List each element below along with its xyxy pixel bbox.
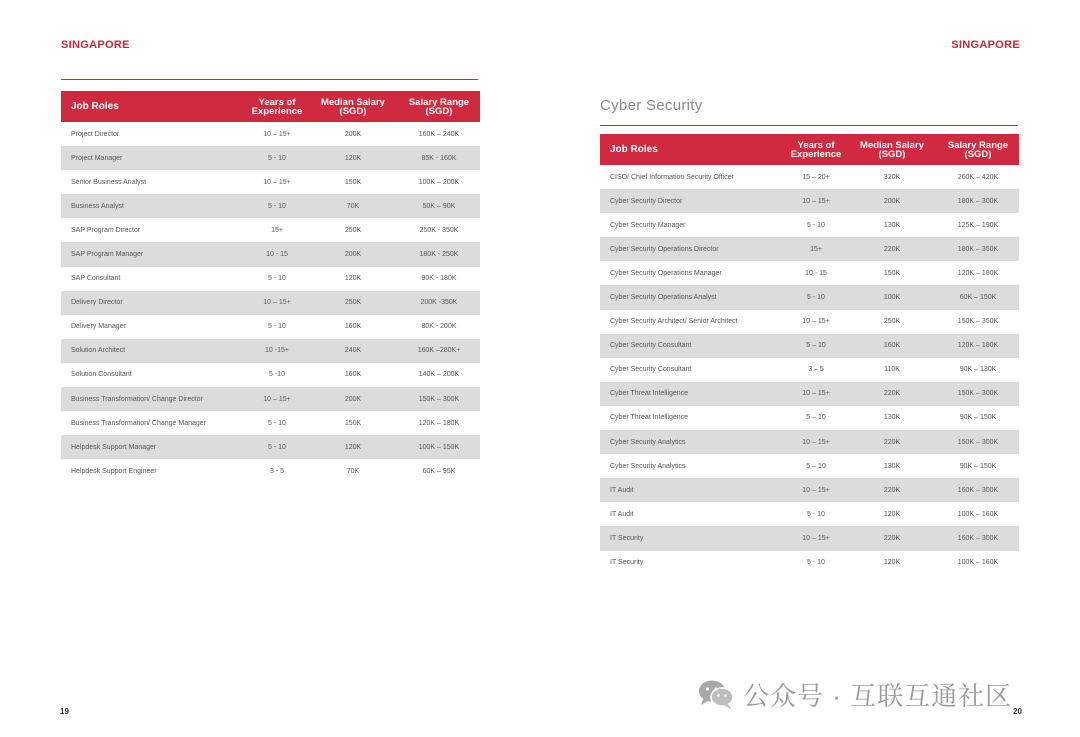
- table-row: [600, 310, 1019, 334]
- header-median-salary: Median Salary (SGD): [308, 91, 398, 122]
- cell-salary-range: 85K - 160K: [398, 146, 480, 170]
- table-row: [61, 218, 480, 242]
- cell-median-salary: 120K: [883, 559, 901, 567]
- cell-job-role: Cyber Security Analytics: [610, 462, 686, 470]
- cell-salary-range: 125K – 190K: [957, 221, 999, 229]
- cell-years-experience: 5 - 10: [268, 275, 286, 283]
- cell-years-experience: 5 - 10: [807, 510, 825, 518]
- cell-job-role: Cyber Security Manager: [610, 221, 686, 229]
- cell-years-experience: 10 – 15+: [785, 526, 847, 550]
- table-row: [600, 213, 1019, 237]
- table-row: [600, 406, 1019, 430]
- table-row: [61, 146, 480, 170]
- salary-table: [600, 134, 1019, 575]
- cell-median-salary: 110K: [884, 366, 900, 374]
- cell-years-experience: 3 - 5: [269, 467, 284, 475]
- cell-job-role: Delivery Manager: [71, 323, 126, 331]
- cell-median-salary: 200K: [308, 242, 398, 266]
- cell-years-experience: 5 – 10: [785, 334, 847, 358]
- table-row: [61, 339, 480, 363]
- table-row: [61, 122, 480, 146]
- cell-median-salary: 150K: [344, 178, 362, 186]
- cell-job-role: Cyber Threat Intelligence: [600, 382, 785, 406]
- watermark-text: 公众号 · 互联互通社区: [743, 680, 1013, 711]
- cell-job-role: Helpdesk Support Engineer: [71, 467, 157, 475]
- table-row: [600, 261, 1019, 285]
- cell-years-experience: 10 - 15: [805, 269, 827, 277]
- cell-salary-range: 120K – 180K: [957, 269, 999, 277]
- cell-years-experience: 3 – 5: [808, 366, 824, 374]
- table-row: [61, 170, 480, 194]
- cell-salary-range: 90K – 130K: [959, 366, 997, 374]
- cell-years-experience: 10 – 15+: [785, 189, 847, 213]
- table-row: [600, 237, 1019, 261]
- table-row: [600, 454, 1019, 478]
- table-row: [600, 189, 1019, 213]
- cell-salary-range: 120K – 180K: [418, 419, 460, 427]
- country-label: SINGAPORE: [61, 39, 130, 51]
- table-row: [600, 502, 1019, 526]
- cell-years-experience: 10 -15+: [246, 339, 308, 363]
- table-row: [600, 526, 1019, 550]
- cell-salary-range: 100K – 160K: [957, 559, 999, 567]
- cell-years-experience: 10 – 15+: [785, 430, 847, 454]
- cell-job-role: Cyber Security Analytics: [600, 430, 785, 454]
- cell-salary-range: 90K - 180K: [421, 275, 457, 283]
- table-row: [61, 315, 480, 339]
- cell-median-salary: 250K: [883, 318, 901, 326]
- cell-job-role: Business Transformation/ Change Manager: [71, 419, 207, 427]
- page-number: 19: [60, 707, 69, 716]
- cell-job-role: Delivery Director: [61, 291, 246, 315]
- cell-job-role: Cyber Security Operations Director: [600, 237, 785, 261]
- header-job-roles: Job Roles: [600, 134, 785, 165]
- cell-salary-range: 80K - 200K: [421, 323, 457, 331]
- table-row: [61, 242, 480, 266]
- table-row: [600, 382, 1019, 406]
- cell-job-role: IT Audit: [610, 510, 634, 518]
- cell-salary-range: 160K – 240K: [418, 130, 460, 138]
- cell-salary-range: 160K – 300K: [937, 478, 1019, 502]
- cell-job-role: CISO/ Chief Information Security Officer: [610, 173, 734, 181]
- table-header-row: [61, 91, 480, 122]
- section-title: Cyber Security: [600, 97, 703, 114]
- table-row: [600, 285, 1019, 309]
- cell-median-salary: 160K: [344, 323, 362, 331]
- cell-years-experience: 5 - 10: [807, 221, 825, 229]
- cell-median-salary: 250K: [344, 226, 362, 234]
- cell-salary-range: 180K – 300K: [937, 189, 1019, 213]
- cell-median-salary: 200K: [308, 387, 398, 411]
- salary-table: [61, 91, 480, 483]
- cell-years-experience: 10 - 15: [246, 242, 308, 266]
- cell-median-salary: 130K: [883, 414, 901, 422]
- cell-salary-range: 180K - 250K: [398, 242, 480, 266]
- cell-years-experience: 5 - 10: [246, 194, 308, 218]
- header-salary-range: Salary Range (SGD): [937, 134, 1019, 165]
- table-header-row: [600, 134, 1019, 165]
- cell-years-experience: 10 – 15+: [785, 382, 847, 406]
- table-row: [61, 291, 480, 315]
- cell-salary-range: 60K – 95K: [422, 467, 456, 475]
- cell-years-experience: 5 - 10: [268, 419, 286, 427]
- cell-median-salary: 70K: [346, 467, 360, 475]
- cell-salary-range: 160K – 300K: [937, 526, 1019, 550]
- cell-salary-range: 260K – 420K: [957, 173, 999, 181]
- cell-years-experience: 5 – 10: [806, 414, 826, 422]
- cell-salary-range: 100K – 150K: [398, 435, 480, 459]
- table-row: [600, 478, 1019, 502]
- cell-salary-range: 150K – 350K: [957, 318, 999, 326]
- cell-job-role: SAP Program Manager: [61, 242, 246, 266]
- cell-job-role: Project Director: [71, 130, 120, 138]
- country-label: SINGAPORE: [951, 39, 1020, 51]
- header-median-salary: Median Salary (SGD): [847, 134, 937, 165]
- cell-job-role: Cyber Security Architect/ Senior Architect: [610, 318, 738, 326]
- header-divider: [61, 79, 478, 80]
- cell-salary-range: 150K – 300K: [398, 387, 480, 411]
- cell-median-salary: 220K: [847, 237, 937, 261]
- header-job-roles: Job Roles: [61, 91, 246, 122]
- cell-job-role: Cyber Security Consultant: [600, 334, 785, 358]
- cell-median-salary: 220K: [847, 526, 937, 550]
- cell-median-salary: 70K: [308, 194, 398, 218]
- table-row: [61, 267, 480, 291]
- cell-median-salary: 100K: [847, 285, 937, 309]
- right-page: [540, 0, 1080, 737]
- cell-salary-range: 160K –280K+: [398, 339, 480, 363]
- cell-salary-range: 100K – 160K: [957, 510, 999, 518]
- page-number: 20: [1013, 707, 1022, 716]
- cell-years-experience: 15 – 20+: [802, 173, 830, 181]
- cell-job-role: IT Security: [610, 559, 644, 567]
- cell-job-role: Business Transformation/ Change Director: [61, 387, 246, 411]
- cell-salary-range: 60K – 150K: [937, 285, 1019, 309]
- wechat-icon: [697, 678, 735, 710]
- section-divider: [600, 125, 1018, 126]
- cell-salary-range: 90K – 150K: [959, 462, 997, 470]
- table-row: [61, 459, 480, 483]
- table-row: [600, 430, 1019, 454]
- cell-median-salary: 160K: [344, 371, 362, 379]
- cell-median-salary: 150K: [344, 419, 362, 427]
- cell-years-experience: 15+: [271, 226, 283, 234]
- cell-job-role: Cyber Threat Intelligence: [610, 414, 689, 422]
- cell-years-experience: 10 – 15+: [263, 130, 291, 138]
- cell-salary-range: 250K - 350K: [419, 226, 459, 234]
- cell-job-role: Helpdesk Support Manager: [61, 435, 246, 459]
- table-row: [61, 387, 480, 411]
- cell-years-experience: 5 - 10: [246, 146, 308, 170]
- cell-years-experience: 5 - 10: [807, 559, 825, 567]
- cell-job-role: Solution Consultant: [71, 371, 132, 379]
- cell-job-role: SAP Program Director: [71, 226, 141, 234]
- cell-median-salary: 120K: [308, 146, 398, 170]
- cell-median-salary: 220K: [847, 430, 937, 454]
- cell-job-role: Project Manager: [61, 146, 246, 170]
- table-row: [600, 358, 1019, 382]
- cell-median-salary: 220K: [847, 382, 937, 406]
- cell-median-salary: 320K: [883, 173, 901, 181]
- cell-job-role: Cyber Security Consultant: [610, 366, 692, 374]
- cell-salary-range: 140K – 200K: [418, 371, 460, 379]
- cell-years-experience: 5 - 10: [246, 435, 308, 459]
- cell-salary-range: 50K – 90K: [398, 194, 480, 218]
- cell-job-role: Cyber Security Operations Manager: [610, 269, 722, 277]
- cell-median-salary: 120K: [308, 435, 398, 459]
- cell-years-experience: 5 - 10: [268, 323, 286, 331]
- cell-median-salary: 130K: [883, 221, 901, 229]
- cell-years-experience: 5 - 10: [785, 285, 847, 309]
- cell-median-salary: 130K: [883, 462, 901, 470]
- cell-job-role: SAP Consultant: [71, 275, 121, 283]
- cell-salary-range: 100K – 200K: [418, 178, 460, 186]
- cell-job-role: IT Audit: [600, 478, 785, 502]
- table-row: [61, 194, 480, 218]
- header-years-experience: Years of Experience: [246, 91, 308, 122]
- cell-median-salary: 220K: [847, 478, 937, 502]
- table-row: [61, 435, 480, 459]
- cell-salary-range: 150K – 300K: [937, 430, 1019, 454]
- cell-years-experience: 10 – 15+: [802, 318, 830, 326]
- cell-salary-range: 120K – 180K: [937, 334, 1019, 358]
- cell-job-role: Senior Business Analyst: [71, 178, 147, 186]
- cell-years-experience: 5 – 10: [806, 462, 826, 470]
- header-salary-range: Salary Range (SGD): [398, 91, 480, 122]
- cell-salary-range: 150K – 300K: [937, 382, 1019, 406]
- cell-salary-range: 180K – 350K: [937, 237, 1019, 261]
- table-row: [61, 363, 480, 387]
- cell-job-role: Cyber Security Operations Analyst: [600, 285, 785, 309]
- cell-years-experience: 10 – 15+: [246, 291, 308, 315]
- cell-years-experience: 10 – 15+: [785, 478, 847, 502]
- cell-median-salary: 160K: [847, 334, 937, 358]
- cell-years-experience: 15+: [785, 237, 847, 261]
- cell-salary-range: 200K -350K: [398, 291, 480, 315]
- cell-years-experience: 10 – 15+: [263, 178, 291, 186]
- cell-years-experience: 10 – 15+: [246, 387, 308, 411]
- cell-median-salary: 120K: [344, 275, 362, 283]
- cell-years-experience: 5 -10: [269, 371, 285, 379]
- cell-job-role: IT Security: [600, 526, 785, 550]
- table-row: [600, 334, 1019, 358]
- cell-job-role: Solution Architect: [61, 339, 246, 363]
- table-row: [600, 165, 1019, 189]
- header-years-experience: Years of Experience: [785, 134, 847, 165]
- cell-median-salary: 240K: [308, 339, 398, 363]
- table-row: [600, 551, 1019, 575]
- cell-median-salary: 120K: [883, 510, 901, 518]
- cell-median-salary: 200K: [344, 130, 362, 138]
- cell-median-salary: 150K: [883, 269, 901, 277]
- table-row: [61, 411, 480, 435]
- cell-job-role: Cyber Security Director: [600, 189, 785, 213]
- cell-salary-range: 90K – 150K: [959, 414, 997, 422]
- cell-median-salary: 250K: [308, 291, 398, 315]
- watermark: [697, 675, 1012, 713]
- cell-median-salary: 200K: [847, 189, 937, 213]
- cell-job-role: Business Analyst: [61, 194, 246, 218]
